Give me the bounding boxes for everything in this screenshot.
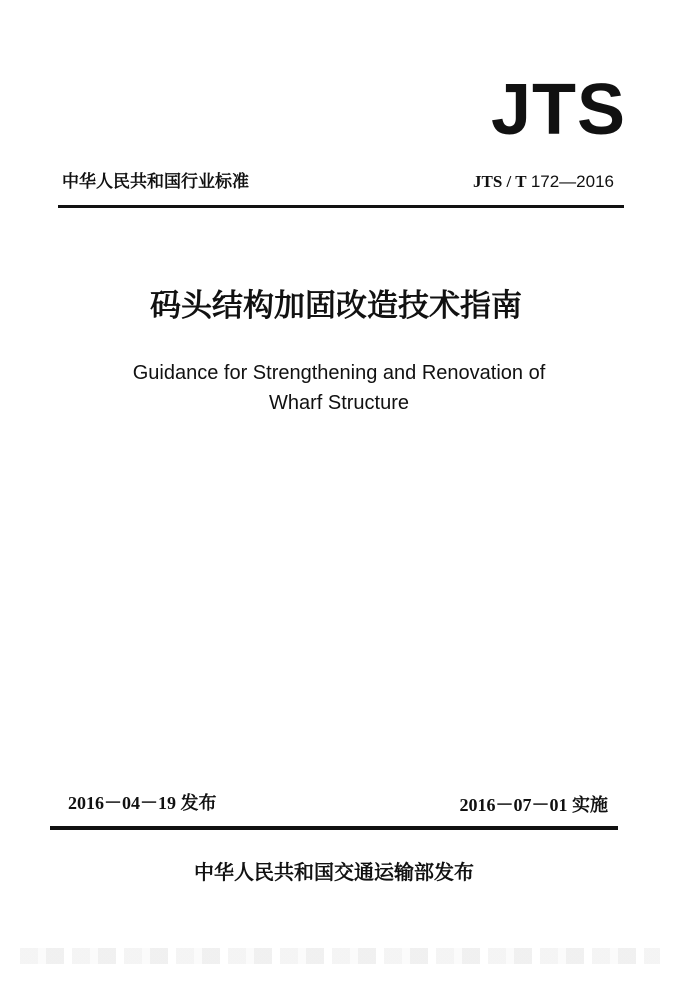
english-title-line-2: Wharf Structure [268,392,410,414]
standard-code: JTS / T [473,172,527,191]
bottom-divider [50,826,618,830]
implementation-date: 2016－07－01 实施 [459,795,608,815]
english-title-line-1: Guidance for Strengthening and Renovation of [132,362,546,384]
top-divider [58,205,624,208]
issue-date: 2016－04－19 发布 [68,793,217,813]
publisher: 中华人民共和国交通运输部发布 [194,860,474,884]
standard-category: 中华人民共和国行业标准 [62,172,249,192]
jts-logo: JTS [490,70,626,150]
document-title-chinese: 码头结构加固改造技术指南 [150,288,522,324]
document-title-english [0,358,678,418]
scan-artifact [20,948,660,964]
standard-number [473,172,614,192]
standard-year: 172—2016 [530,172,614,191]
